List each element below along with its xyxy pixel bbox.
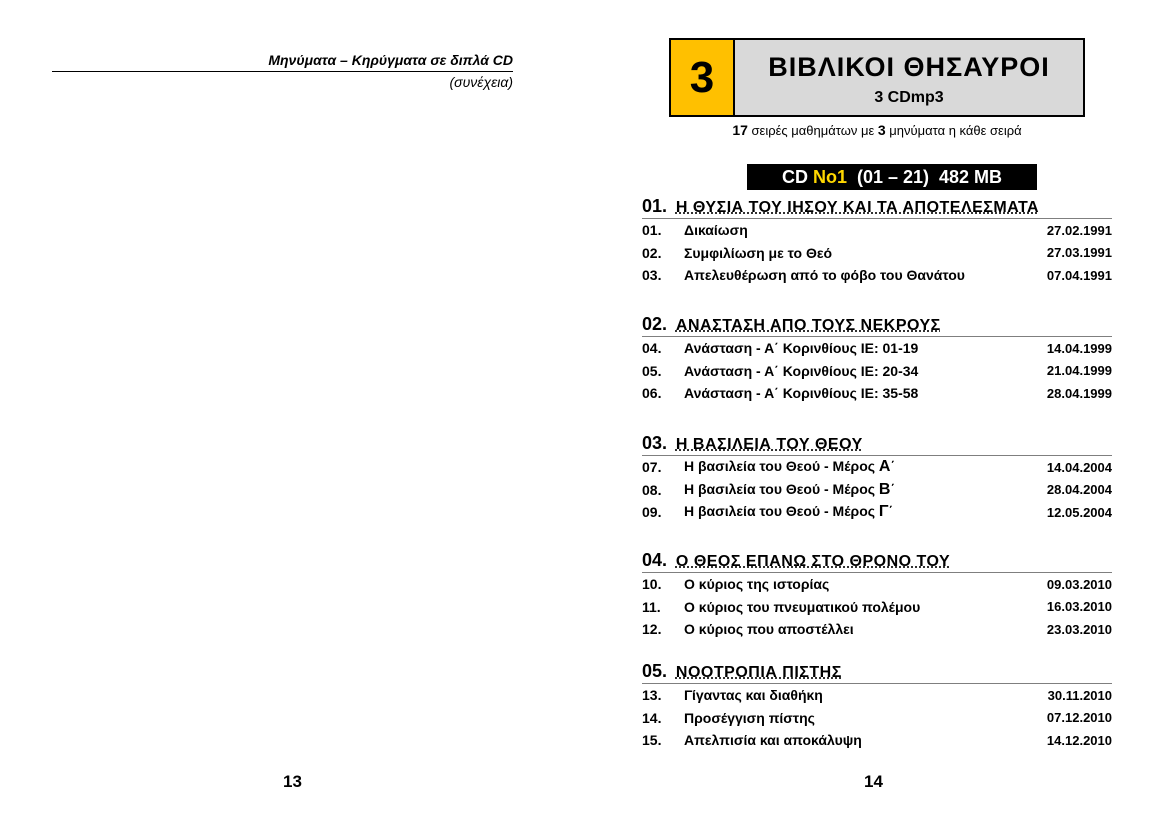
series-count: 17: [732, 122, 748, 138]
series-block: [642, 661, 1112, 752]
message-row: [642, 684, 1112, 707]
series-heading: [642, 196, 1112, 219]
message-number: 06.: [642, 385, 662, 402]
message-title: Ο κύριος του πνευματικού πολέμου: [684, 598, 921, 615]
message-title: Η βασιλεία του Θεού - Μέρος: [684, 480, 879, 497]
message-number: 09.: [642, 504, 662, 521]
cd-label: [747, 164, 1037, 190]
left-page-title: Μηνύματα – Κηρύγματα σε διπλά CD: [268, 52, 513, 68]
message-number: 07.: [642, 459, 662, 476]
series-block: [642, 433, 1112, 524]
message-row: [642, 242, 1112, 265]
message-date: 14.12.2010: [1046, 732, 1112, 748]
message-date: 21.04.1999: [1046, 363, 1112, 379]
message-title: Απελευθέρωση από το φόβο του Θανάτου: [684, 267, 965, 284]
message-title: Προσέγγιση πίστης: [684, 709, 815, 726]
series-heading: [642, 314, 1112, 337]
message-date: 14.04.2004: [1046, 459, 1112, 475]
summary-text-2: μηνύματα η κάθε σειρά: [885, 123, 1022, 138]
message-part-mark: ΄: [890, 480, 896, 497]
message-title: Ανάσταση - Α΄ Κορινθίους ΙΕ: 35-58: [684, 385, 919, 402]
message-number: 03.: [642, 267, 662, 284]
series-heading: [642, 550, 1112, 573]
collection-header-box: [669, 38, 1085, 117]
message-title-wrap: [684, 503, 1036, 521]
message-date: 07.12.2010: [1046, 710, 1112, 726]
message-part: Α: [878, 458, 891, 476]
message-date: 27.03.1991: [1046, 245, 1112, 261]
series-number: 05.: [642, 661, 668, 681]
series-block: [642, 550, 1112, 641]
message-row: [642, 479, 1112, 502]
message-title: Ο κύριος της ιστορίας: [684, 576, 830, 593]
message-number: 13.: [642, 687, 662, 704]
cd-label-range: (01 – 21) 482 MB: [846, 166, 1003, 187]
message-date: 30.11.2010: [1047, 687, 1112, 703]
message-date: 14.04.1999: [1046, 340, 1112, 356]
right-page-number: 14: [864, 772, 883, 791]
series-number: 03.: [642, 433, 668, 453]
message-title: Γίγαντας και διαθήκη: [684, 687, 823, 704]
message-date: 28.04.2004: [1046, 482, 1112, 498]
message-row: [642, 501, 1112, 524]
message-number: 14.: [642, 709, 662, 726]
left-page-subtitle: (συνέχεια): [449, 74, 513, 90]
cd-label-number: Νο1: [812, 166, 847, 187]
message-row: [642, 596, 1112, 619]
message-row: [642, 618, 1112, 641]
message-row: [642, 456, 1112, 479]
series-title: Η ΒΑΣΙΛΕΙΑ ΤΟΥ ΘΕΟΥ: [675, 436, 863, 453]
collection-number: 3: [671, 40, 735, 115]
message-date: 28.04.1999: [1046, 385, 1112, 401]
message-row: [642, 360, 1112, 383]
message-date: 27.02.1991: [1046, 222, 1112, 238]
summary-text-1: σειρές μαθημάτων με: [747, 123, 878, 138]
message-part: Γ: [878, 503, 889, 521]
message-title: Η βασιλεία του Θεού - Μέρος: [684, 458, 879, 475]
message-row: [642, 729, 1112, 752]
message-number: 05.: [642, 362, 662, 379]
message-number: 10.: [642, 576, 662, 593]
left-page-number: 13: [283, 772, 302, 791]
message-title: Η βασιλεία του Θεού - Μέρος: [684, 503, 879, 520]
message-date: 23.03.2010: [1046, 621, 1112, 637]
series-heading: [642, 433, 1112, 456]
series-number: 04.: [642, 550, 668, 570]
message-number: 02.: [642, 244, 662, 261]
message-part-mark: ΄: [888, 503, 894, 520]
message-row: [642, 382, 1112, 405]
message-title-wrap: [684, 481, 1036, 499]
series-title: Η ΘΥΣΙΑ ΤΟΥ ΙΗΣΟΥ ΚΑΙ ΤΑ ΑΠΟΤΕΛΕΣΜΑΤΑ: [675, 199, 1040, 216]
message-date: 12.05.2004: [1046, 504, 1112, 520]
message-title: Συμφιλίωση με το Θεό: [684, 244, 833, 261]
series-block: [642, 314, 1112, 405]
series-block: [642, 196, 1112, 287]
message-date: 09.03.2010: [1046, 576, 1112, 592]
message-date: 07.04.1991: [1046, 267, 1112, 283]
series-title: ΑΝΑΣΤΑΣΗ ΑΠΟ ΤΟΥΣ ΝΕΚΡΟΥΣ: [675, 317, 941, 334]
message-row: [642, 337, 1112, 360]
series-heading: [642, 661, 1112, 684]
series-number: 02.: [642, 314, 668, 334]
message-title: Ανάσταση - Α΄ Κορινθίους ΙΕ: 20-34: [684, 362, 919, 379]
message-number: 11.: [642, 598, 661, 615]
message-part-mark: ΄: [890, 458, 896, 475]
message-title: Δικαίωση: [684, 222, 748, 239]
message-part: Β: [878, 480, 891, 498]
message-number: 08.: [642, 481, 662, 498]
message-title: Απελπισία και αποκάλυψη: [684, 732, 862, 749]
message-number: 15.: [642, 732, 662, 749]
cd-label-prefix: CD: [781, 166, 813, 187]
messages-per-series: 3: [877, 122, 886, 138]
collection-title-box: [735, 40, 1083, 115]
collection-summary: [669, 122, 1085, 138]
message-row: [642, 707, 1112, 730]
collection-subtitle: 3 CDmp3: [874, 89, 944, 106]
message-row: [642, 219, 1112, 242]
message-row: [642, 573, 1112, 596]
series-title: ΝΟΟΤΡΟΠΙΑ ΠΙΣΤΗΣ: [675, 664, 842, 681]
message-number: 01.: [642, 222, 662, 239]
message-row: [642, 264, 1112, 287]
collection-title: ΒΙΒΛΙΚΟΙ ΘΗΣΑΥΡΟΙ: [768, 52, 1050, 82]
series-number: 01.: [642, 196, 668, 216]
series-title: Ο ΘΕΟΣ ΕΠΑΝΩ ΣΤΟ ΘΡΟΝΟ ΤΟΥ: [675, 553, 951, 570]
message-title: Ανάσταση - Α΄ Κορινθίους ΙΕ: 01-19: [684, 340, 919, 357]
message-date: 16.03.2010: [1046, 599, 1112, 615]
message-number: 12.: [642, 621, 662, 638]
message-title-wrap: [684, 458, 1036, 476]
message-title: Ο κύριος που αποστέλλει: [684, 621, 854, 638]
left-page-header: [52, 52, 513, 90]
message-number: 04.: [642, 340, 662, 357]
